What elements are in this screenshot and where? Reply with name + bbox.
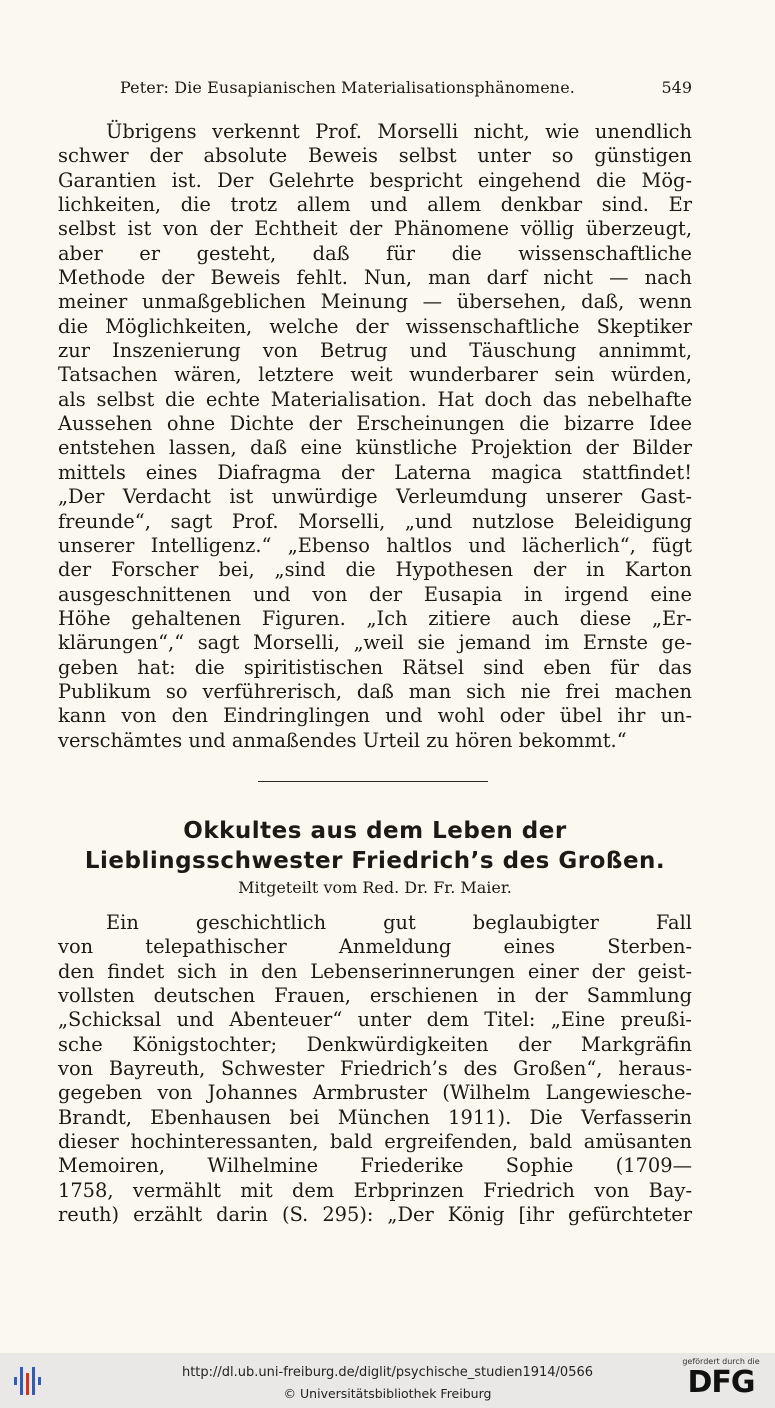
paragraph-morselli xyxy=(58,120,692,753)
text-line: Garantien ist. Der Gelehrte bespricht eingehend die Mög- xyxy=(58,168,692,192)
text-line: den findet sich in den Lebenserinnerungen einer der geist- xyxy=(58,959,692,983)
page-number: 549 xyxy=(661,78,692,97)
text-line: „Der Verdacht ist unwürdige Verleumdung unserer Gast- xyxy=(58,485,692,509)
dfg-funded-label: gefördert durch die xyxy=(682,1357,760,1366)
text-line: „Schicksal und Abenteuer“ unter dem Titel: „Eine preußi- xyxy=(58,1008,692,1032)
section-title-line-2: Lieblingsschwester Friedrich’s des Großen. xyxy=(84,848,666,874)
text-line: der Forscher bei, „sind die Hypothesen der in Karton xyxy=(58,558,692,582)
dfg-logo-text: DFG xyxy=(687,1365,755,1400)
footer-bar xyxy=(0,1353,775,1408)
byline: Mitgeteilt vom Red. Dr. Fr. Maier. xyxy=(238,878,512,897)
text-line: Brandt, Ebenhausen bei München 1911). Die Verfasserin xyxy=(58,1105,692,1129)
text-line: entstehen lassen, daß eine künstliche Projektion der Bilder xyxy=(58,436,692,460)
text-line: selbst ist von der Echtheit der Phänomene völlig überzeugt, xyxy=(58,217,692,241)
text-line: schwer der absolute Beweis selbst unter so günstigen xyxy=(58,144,692,168)
text-line: mittels eines Diafragma der Laterna magica stattfindet! xyxy=(58,460,692,484)
text-line: reuth) erzählt darin (S. 295): „Der König [ihr gefürchteter xyxy=(58,1203,692,1227)
paragraph-telepathy xyxy=(58,911,692,1227)
text-line: unserer Intelligenz.“ „Ebenso haltlos und lächerlich“, fügt xyxy=(58,533,692,557)
text-line: Tatsachen wären, letztere weit wunderbarer sein würden, xyxy=(58,363,692,387)
text-line: gegeben von Johannes Armbruster (Wilhelm Langewiesche- xyxy=(58,1081,692,1105)
text-line: zur Inszenierung von Betrug und Täuschung annimmt, xyxy=(58,339,692,363)
text-line: die Möglichkeiten, welche der wissenschaftliche Skeptiker xyxy=(58,314,692,338)
text-line: als selbst die echte Materialisation. Hat doch das nebelhafte xyxy=(58,387,692,411)
section-divider xyxy=(258,781,488,782)
text-line: ausgeschnittenen und von der Eusapia in irgend eine xyxy=(58,582,692,606)
text-line: geben hat: die spiritistischen Rätsel sind eben für das xyxy=(58,655,692,679)
text-line: von telepathischer Anmeldung eines Sterben- xyxy=(58,935,692,959)
text-line: aber er gesteht, daß für die wissenschaftliche xyxy=(58,241,692,265)
text-line: dieser hochinteressanten, bald ergreifenden, bald amüsanten xyxy=(58,1130,692,1154)
text-line: verschämtes und anmaßendes Urteil zu hören bekommt.“ xyxy=(58,728,627,752)
dfg-logo-icon xyxy=(677,1357,765,1405)
running-title: Peter: Die Eusapianischen Materialisationsphänomene. xyxy=(120,78,575,97)
text-line: Höhe gehaltenen Figuren. „Ich zitiere auch diese „Er- xyxy=(58,606,692,630)
text-line: Aussehen ohne Dichte der Erscheinungen die bizarre Idee xyxy=(58,412,692,436)
text-line: sche Königstochter; Denkwürdigkeiten der Markgräfin xyxy=(58,1032,692,1056)
text-line: meiner unmaßgeblichen Meinung — übersehen, daß, wenn xyxy=(58,290,692,314)
text-line: freunde“, sagt Prof. Morselli, „und nutzlose Beleidigung xyxy=(58,509,692,533)
section-title xyxy=(58,816,692,876)
text-line: Ein geschichtlich gut beglaubigter Fall xyxy=(106,911,692,934)
text-line: Memoiren, Wilhelmine Friederike Sophie (1709— xyxy=(58,1154,692,1178)
text-line: von Bayreuth, Schwester Friedrich’s des Großen“, heraus- xyxy=(58,1057,692,1081)
text-line: Methode der Beweis fehlt. Nun, man darf nicht — nach xyxy=(58,266,692,290)
source-url-link[interactable]: http://dl.ub.uni-freiburg.de/diglit/psychische_studien1914/0566 xyxy=(181,1365,594,1380)
copyright-notice: © Universitätsbibliothek Freiburg xyxy=(283,1386,492,1401)
section-title-line-1: Okkultes aus dem Leben der xyxy=(183,818,567,844)
text-line: Übrigens verkennt Prof. Morselli nicht, wie unendlich xyxy=(106,120,692,143)
text-line: lichkeiten, die trotz allem und allem denkbar sind. Er xyxy=(58,193,692,217)
text-line: kann von den Eindringlingen und wohl oder übel ihr un- xyxy=(58,704,692,728)
text-line: vollsten deutschen Frauen, erschienen in der Sammlung xyxy=(58,984,692,1008)
text-line: Publikum so verführerisch, daß man sich nie frei machen xyxy=(58,679,692,703)
text-line: 1758, vermählt mit dem Erbprinzen Friedrich von Bay- xyxy=(58,1178,692,1202)
text-line: klärungen“,“ sagt Morselli, „weil sie jemand im Ernste ge- xyxy=(58,631,692,655)
